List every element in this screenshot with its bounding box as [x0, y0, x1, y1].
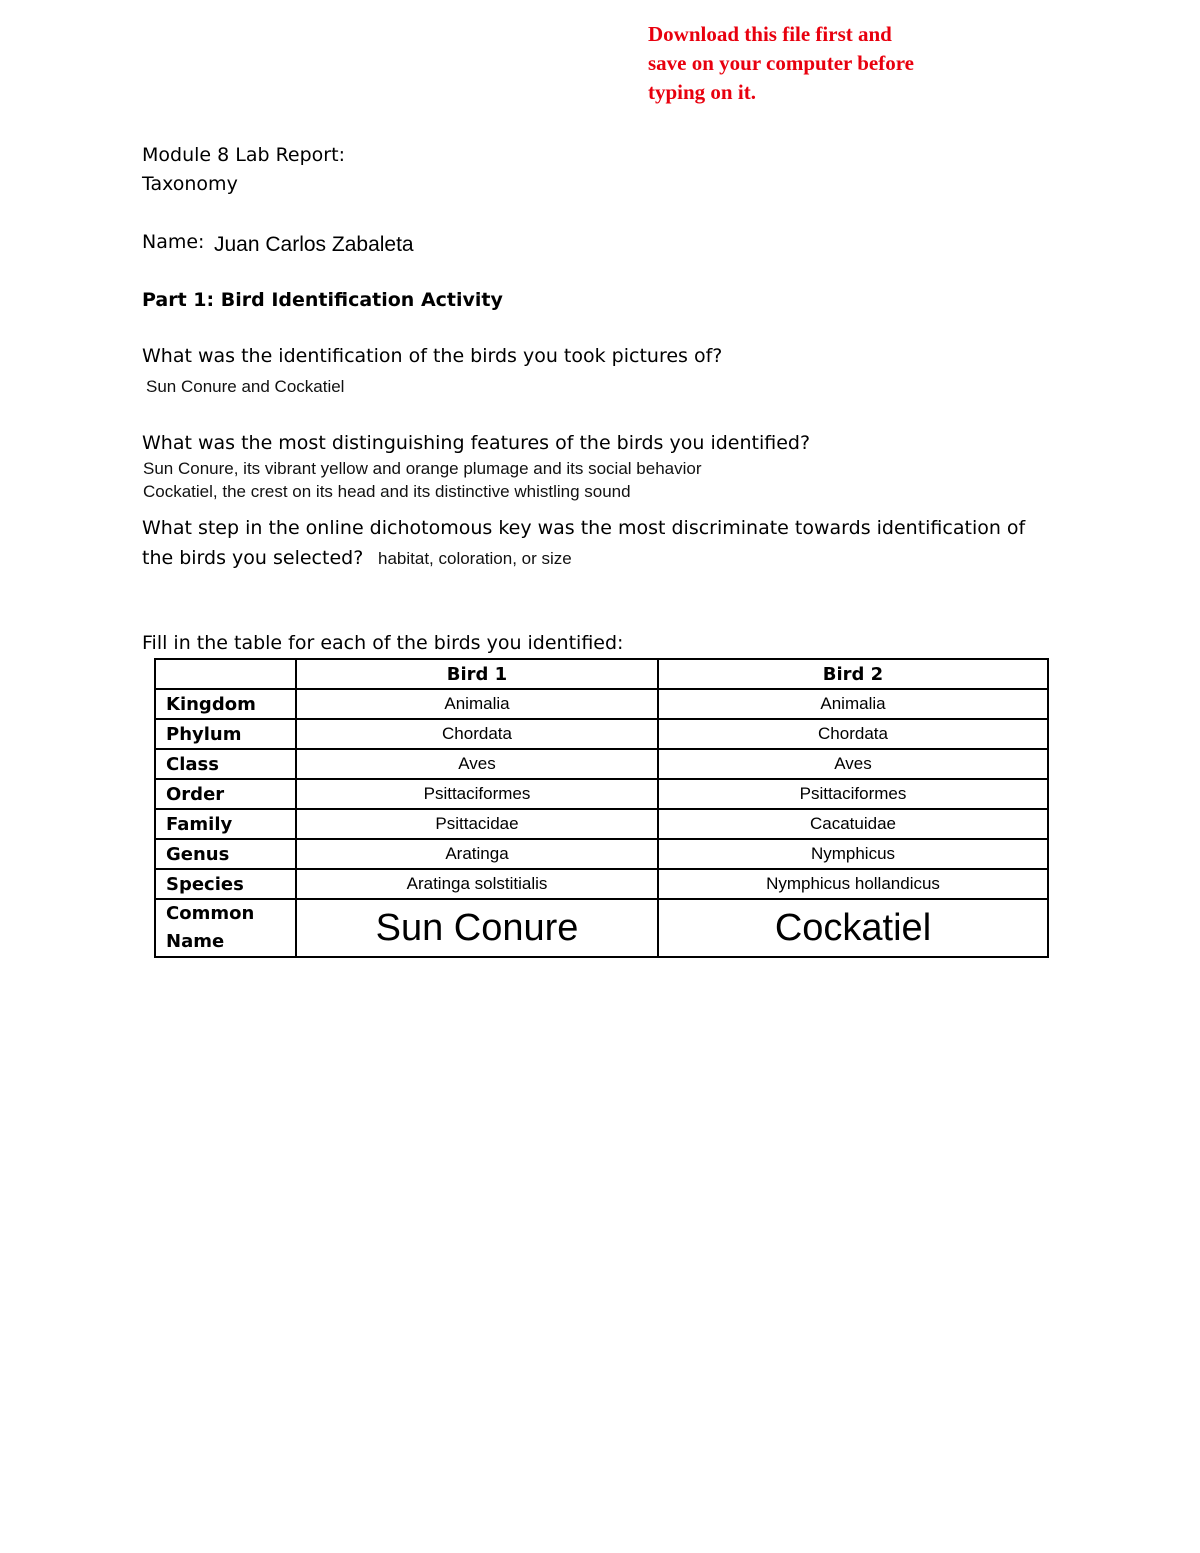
row-label-class: Class — [155, 749, 296, 779]
part1-heading: Part 1: Bird Identification Activity — [142, 289, 503, 311]
report-title: Module 8 Lab Report: — [142, 144, 345, 166]
table-row — [155, 749, 1048, 779]
common-name-label-line-2: Name — [166, 931, 225, 952]
question-3-line-2: the birds you selected? — [142, 547, 364, 569]
cell-bird2-common-name[interactable]: Cockatiel — [658, 899, 1048, 957]
cell-bird2-genus[interactable]: Nymphicus — [658, 839, 1048, 869]
table-row — [155, 839, 1048, 869]
question-1: What was the identification of the birds you took pictures of? — [142, 345, 723, 367]
cell-bird1-common-name[interactable]: Sun Conure — [296, 899, 658, 957]
taxonomy-table — [154, 658, 1049, 958]
row-label-common-name — [155, 899, 296, 957]
cell-bird2-order[interactable]: Psittaciformes — [658, 779, 1048, 809]
cell-bird1-class[interactable]: Aves — [296, 749, 658, 779]
cell-bird2-kingdom[interactable]: Animalia — [658, 689, 1048, 719]
notice-line-1: Download this file first and — [648, 22, 892, 46]
answer-1[interactable]: Sun Conure and Cockatiel — [146, 377, 345, 396]
cell-bird1-species[interactable]: Aratinga solstitialis — [296, 869, 658, 899]
cell-bird2-family[interactable]: Cacatuidae — [658, 809, 1048, 839]
cell-bird1-kingdom[interactable]: Animalia — [296, 689, 658, 719]
notice-line-2: save on your computer before — [648, 51, 914, 75]
row-label-family: Family — [155, 809, 296, 839]
table-row — [155, 809, 1048, 839]
row-label-order: Order — [155, 779, 296, 809]
question-2: What was the most distinguishing features of the birds you identified? — [142, 432, 811, 454]
report-subtitle: Taxonomy — [142, 173, 238, 195]
cell-bird2-species[interactable]: Nymphicus hollandicus — [658, 869, 1048, 899]
notice-line-3: typing on it. — [648, 80, 756, 104]
row-label-species: Species — [155, 869, 296, 899]
question-3-line-1: What step in the online dichotomous key was the most discriminate towards identification of — [142, 517, 1026, 539]
common-name-label-line-1: Common — [166, 903, 255, 924]
row-label-phylum: Phylum — [155, 719, 296, 749]
header-corner — [155, 659, 296, 689]
table-row — [155, 719, 1048, 749]
name-field[interactable]: Juan Carlos Zabaleta — [214, 233, 414, 256]
download-notice — [648, 20, 968, 107]
answer-2-line-1[interactable]: Sun Conure, its vibrant yellow and orange plumage and its social behavior — [143, 459, 702, 478]
header-bird-1: Bird 1 — [296, 659, 658, 689]
answer-3[interactable]: habitat, coloration, or size — [378, 549, 572, 568]
table-prompt: Fill in the table for each of the birds you identified: — [142, 632, 624, 654]
table-row-common-name — [155, 899, 1048, 957]
table-header-row — [155, 659, 1048, 689]
name-label: Name: — [142, 231, 205, 253]
row-label-kingdom: Kingdom — [155, 689, 296, 719]
cell-bird2-phylum[interactable]: Chordata — [658, 719, 1048, 749]
table-row — [155, 869, 1048, 899]
cell-bird1-genus[interactable]: Aratinga — [296, 839, 658, 869]
cell-bird2-class[interactable]: Aves — [658, 749, 1048, 779]
cell-bird1-family[interactable]: Psittacidae — [296, 809, 658, 839]
header-bird-2: Bird 2 — [658, 659, 1048, 689]
cell-bird1-phylum[interactable]: Chordata — [296, 719, 658, 749]
table-row — [155, 779, 1048, 809]
answer-2-line-2[interactable]: Cockatiel, the crest on its head and its distinctive whistling sound — [143, 482, 631, 501]
row-label-genus: Genus — [155, 839, 296, 869]
table-row — [155, 689, 1048, 719]
cell-bird1-order[interactable]: Psittaciformes — [296, 779, 658, 809]
